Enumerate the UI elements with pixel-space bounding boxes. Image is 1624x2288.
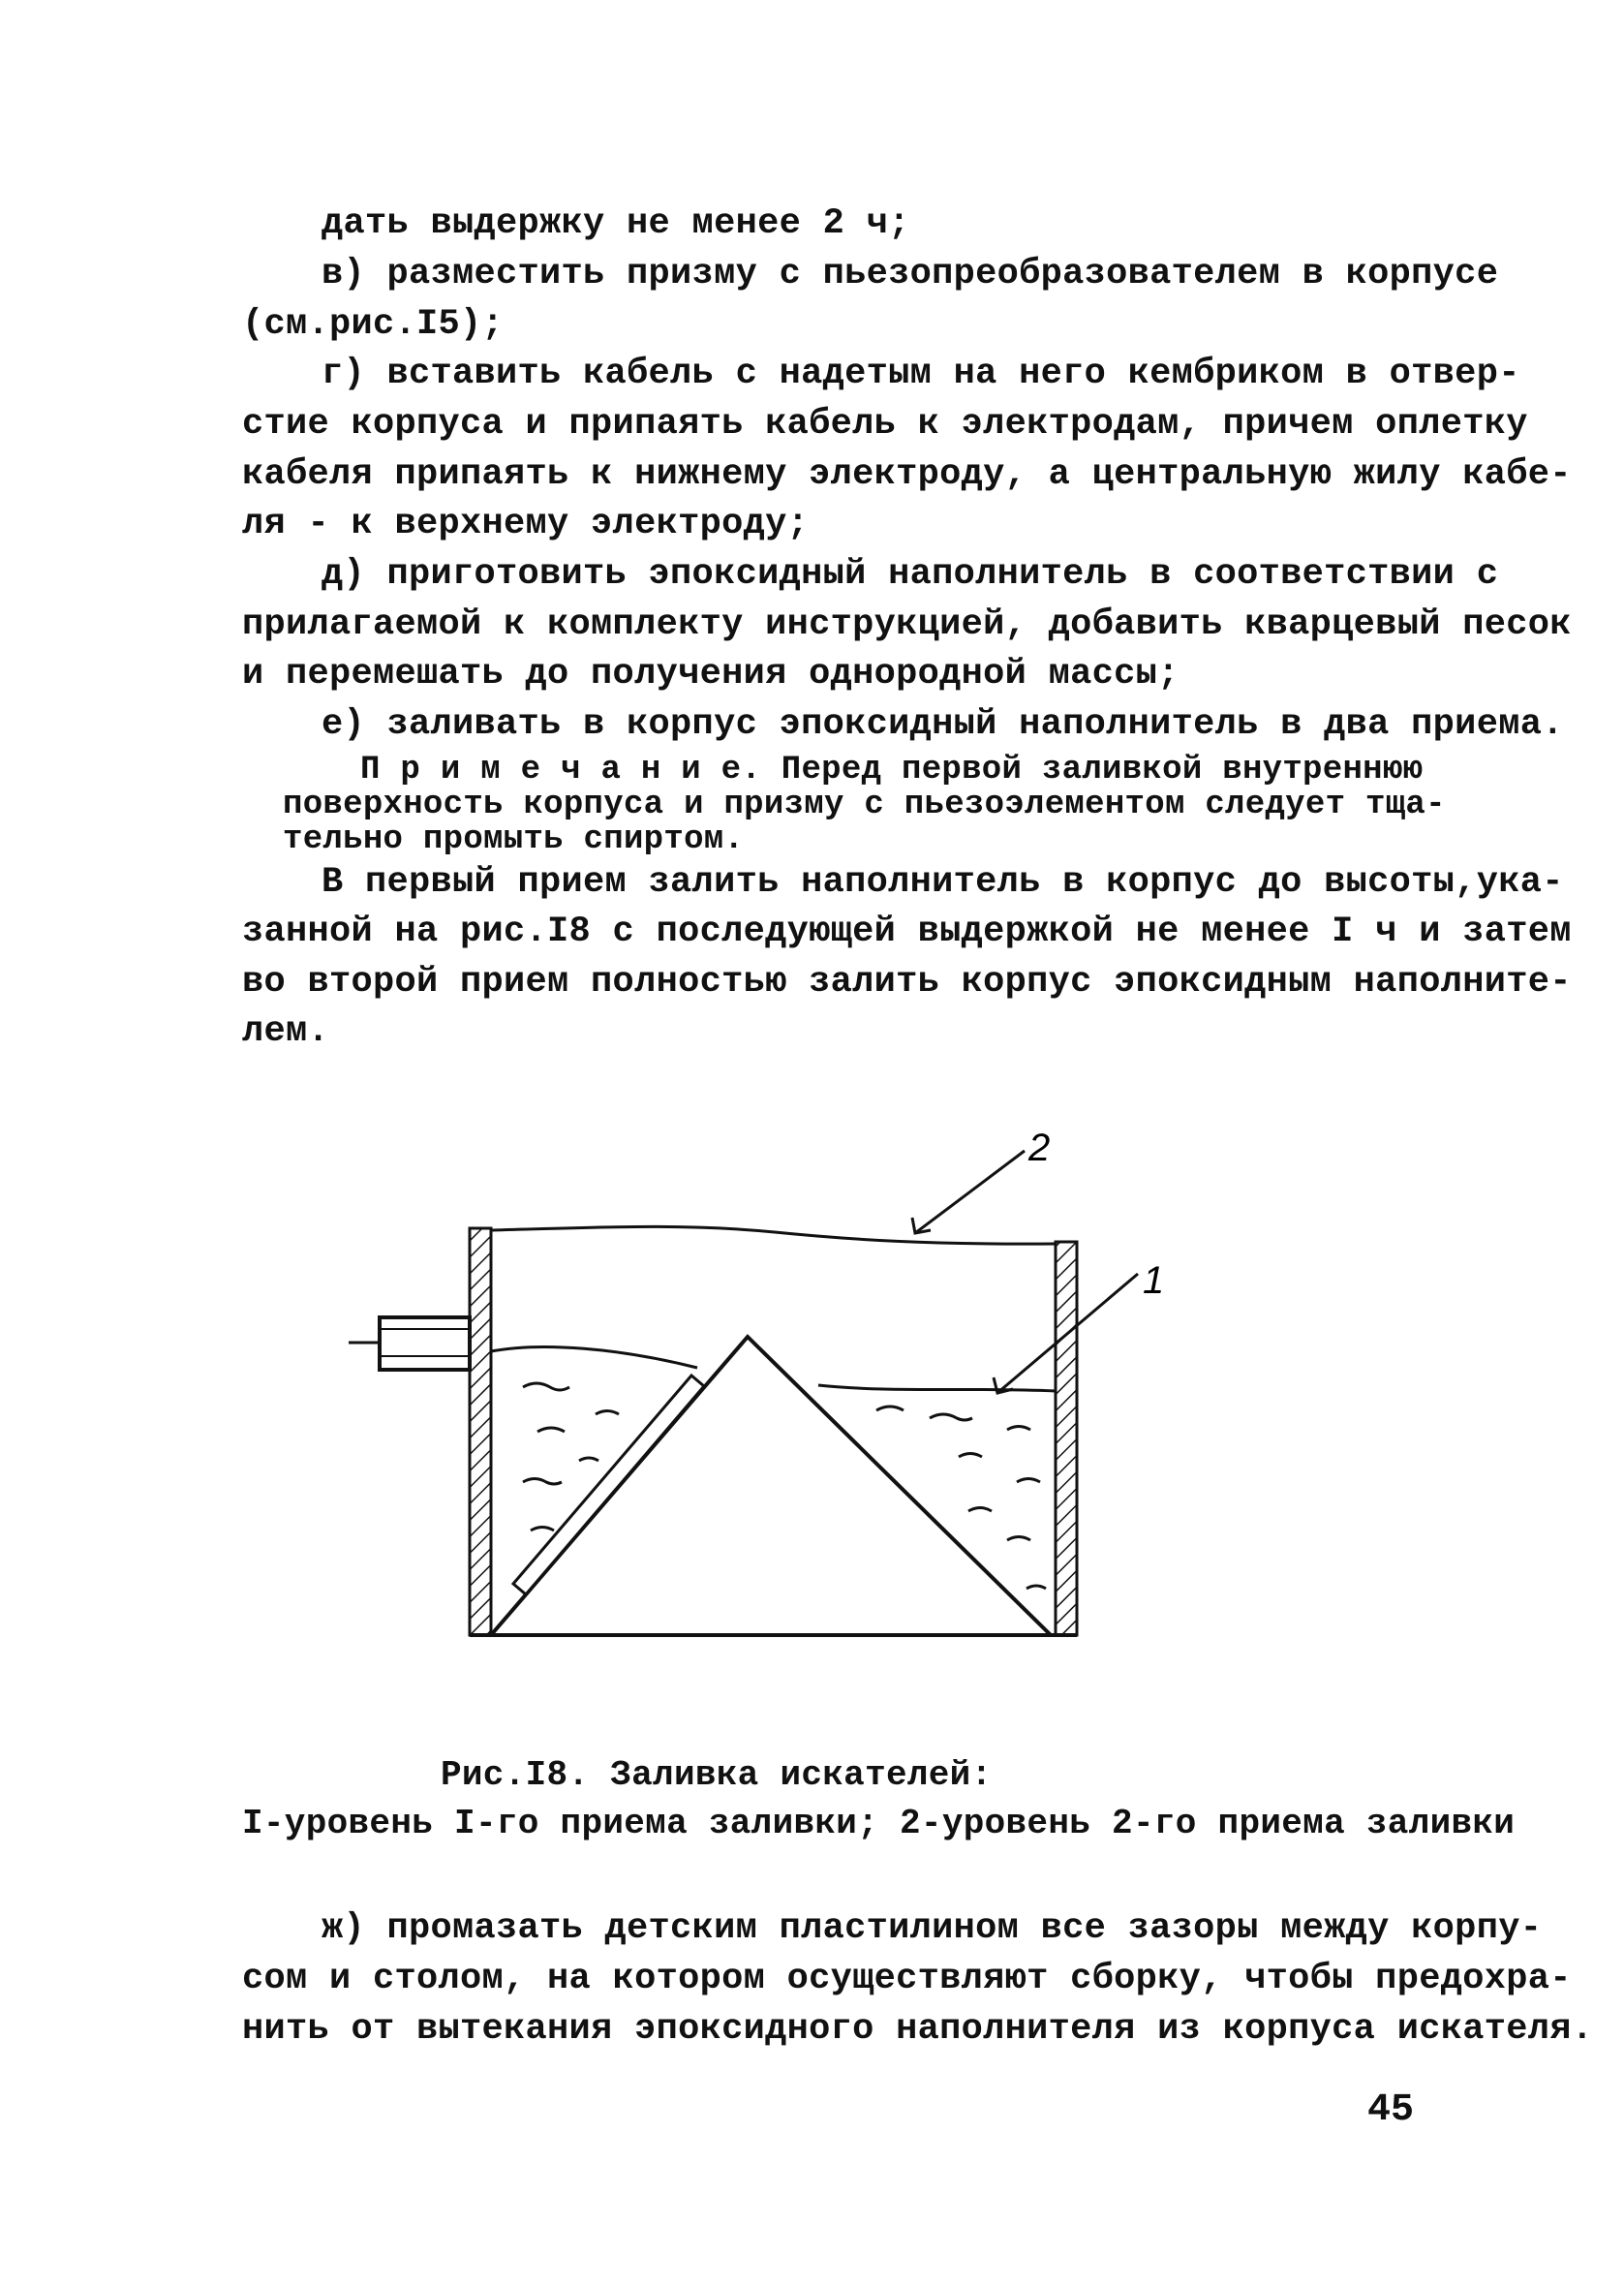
text-line: нить от вытекания эпоксидного наполнителя из корпуса искателя. xyxy=(242,2009,1594,2050)
text-line: во второй прием полностью залить корпус эпоксидным наполните- xyxy=(242,962,1572,1003)
prism xyxy=(491,1337,1051,1635)
text-line: (см.рис.I5); xyxy=(242,304,505,345)
text-line: дать выдержку не менее 2 ч; xyxy=(322,203,910,244)
figure-label-1: 1 xyxy=(1143,1259,1165,1302)
page-number: 45 xyxy=(1367,2088,1415,2132)
figure-caption-legend: I-уровень I-го приема заливки; 2-уровень 2-го приема заливки xyxy=(242,1804,1516,1843)
housing-right-wall xyxy=(1056,1242,1077,1635)
figure-caption-title: Рис.I8. Заливка искателей: xyxy=(441,1755,993,1795)
leader-2 xyxy=(915,1151,1025,1233)
text-line: ля - к верхнему электроду; xyxy=(242,504,810,544)
figure-label-2: 2 xyxy=(1028,1127,1051,1169)
cable-icon xyxy=(349,1317,470,1370)
text-line: сом и столом, на котором осуществляют сборку, чтобы предохра- xyxy=(242,1959,1572,1999)
leader-2-arrow xyxy=(912,1218,931,1233)
fill-level-1 xyxy=(491,1346,697,1368)
text-line: лем. xyxy=(242,1011,330,1052)
note-line: тельно промыть спиртом. xyxy=(283,821,745,858)
text-line: кабеля припаять к нижнему электроду, а центральную жилу кабе- xyxy=(242,454,1572,495)
note-line: П р и м е ч а н и е. Перед первой заливкой внутреннюю xyxy=(360,752,1424,788)
text-line: г) вставить кабель с надетым на него кембриком в отвер- xyxy=(322,354,1520,394)
note-line: поверхность корпуса и призму с пьезоэлементом следует тща- xyxy=(283,787,1446,823)
text-line: в) разместить призму с пьезопреобразователем в корпусе xyxy=(322,254,1499,294)
text-line: и перемешать до получения однородной массы; xyxy=(242,654,1180,695)
fill-level-1-right xyxy=(818,1385,1056,1391)
leader-1-arrow xyxy=(994,1377,1013,1393)
text-line: В первый прием залить наполнитель в корпус до высоты,ука- xyxy=(322,862,1564,903)
text-line: занной на рис.I8 с последующей выдержкой не менее I ч и затем xyxy=(242,912,1572,952)
text-line: е) заливать в корпус эпоксидный наполнитель в два приема. xyxy=(322,704,1564,745)
piezo-plate xyxy=(513,1376,704,1594)
fill-level-2 xyxy=(491,1226,1056,1244)
text-line: ж) промазать детским пластилином все зазоры между корпу- xyxy=(322,1908,1543,1949)
text-line: прилагаемой к комплекту инструкцией, добавить кварцевый песок xyxy=(242,604,1572,645)
text-line: д) приготовить эпоксидный наполнитель в соответствии с xyxy=(322,554,1499,595)
housing-left-wall xyxy=(470,1228,491,1635)
text-line: стие корпуса и припаять кабель к электродам, причем оплетку xyxy=(242,404,1528,445)
